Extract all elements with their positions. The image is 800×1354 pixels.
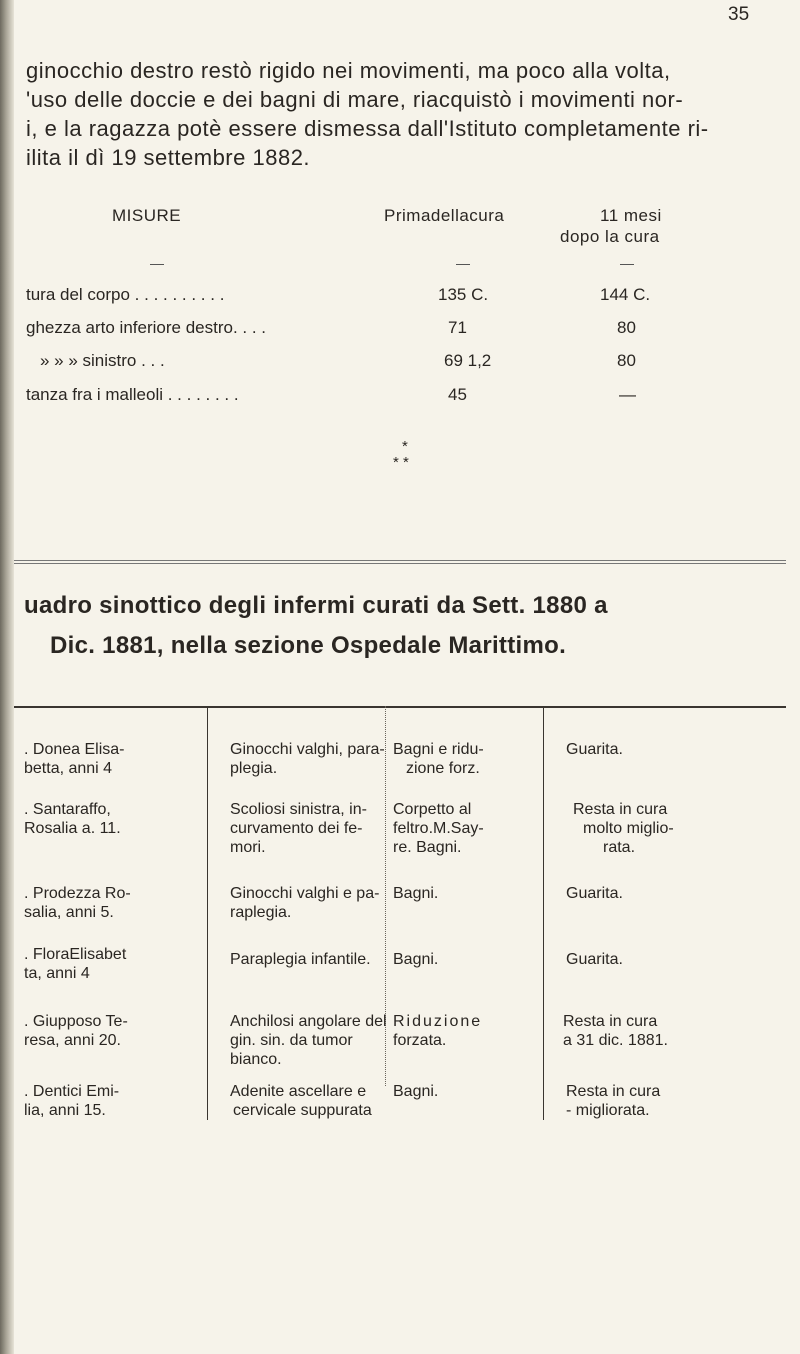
separator-asterisk: * xyxy=(402,438,408,455)
diagnosis: Anchilosi angolare del xyxy=(230,1013,387,1030)
diagnosis: cervicale suppurata xyxy=(233,1102,372,1119)
measure-after: 80 xyxy=(617,351,636,370)
patient-name: . Prodezza Ro- xyxy=(24,885,131,902)
treatment: forzata. xyxy=(393,1032,447,1049)
patient-name: Rosalia a. 11. xyxy=(24,820,121,837)
patient-name: . FloraElisabet xyxy=(24,946,127,963)
patient-name: . Santaraffo, xyxy=(24,801,111,818)
measure-after: — xyxy=(619,385,636,404)
measure-label: » » » sinistro . . . xyxy=(40,351,165,370)
treatment: Bagni. xyxy=(393,885,439,902)
double-rule xyxy=(14,560,786,564)
column-divider xyxy=(543,706,544,1120)
outcome: Guarita. xyxy=(566,885,623,902)
after-header-line2: dopo la cura xyxy=(560,227,660,246)
diagnosis: curvamento dei fe- xyxy=(230,820,363,837)
column-divider xyxy=(207,706,208,1120)
header-dash xyxy=(456,264,470,265)
patient-name: betta, anni 4 xyxy=(24,760,113,777)
measure-label: ghezza arto inferiore destro. . . . xyxy=(26,318,267,337)
patient-name: . Dentici Emi- xyxy=(24,1083,120,1100)
paragraph-line: ginocchio destro restò rigido nei movimenti, ma poco alla volta, xyxy=(26,58,671,83)
treatment: Bagni. xyxy=(393,1083,439,1100)
heading-line-2: Dic. 1881, nella sezione Ospedale Marittimo. xyxy=(50,632,567,659)
measure-before: 45 xyxy=(448,385,467,404)
outcome: Guarita. xyxy=(566,951,623,968)
paragraph-line: i, e la ragazza potè essere dismessa dall'Istituto completamente ri- xyxy=(26,116,709,141)
header-dash xyxy=(150,264,164,265)
heading-line-1: uadro sinottico degli infermi curati da Sett. 1880 a xyxy=(24,592,608,619)
outcome: rata. xyxy=(603,839,636,856)
treatment: zione forz. xyxy=(406,760,480,777)
before-header: Primadellacura xyxy=(384,206,505,225)
measure-before: 135 C. xyxy=(438,285,489,304)
diagnosis: plegia. xyxy=(230,760,278,777)
paragraph-line: ilita il dì 19 settembre 1882. xyxy=(26,145,311,170)
diagnosis: bianco. xyxy=(230,1051,282,1068)
treatment: Bagni e ridu- xyxy=(393,741,484,758)
measure-before: 71 xyxy=(448,318,467,337)
diagnosis: raplegia. xyxy=(230,904,292,921)
treatment: Riduzione xyxy=(393,1013,483,1030)
treatment: Bagni. xyxy=(393,951,439,968)
measure-before: 69 1,2 xyxy=(444,351,492,370)
outcome: Guarita. xyxy=(566,741,623,758)
diagnosis: Ginocchi valghi e pa- xyxy=(230,885,380,902)
measure-after: 144 C. xyxy=(600,285,651,304)
header-dash xyxy=(620,264,634,265)
outcome: - migliorata. xyxy=(566,1102,650,1119)
measures-header: MISURE xyxy=(112,206,182,225)
measure-label: tanza fra i malleoli . . . . . . . . xyxy=(26,385,239,404)
diagnosis: Adenite ascellare e xyxy=(230,1083,367,1100)
measure-after: 80 xyxy=(617,318,636,337)
outcome: Resta in cura xyxy=(573,801,668,818)
outcome: Resta in cura xyxy=(566,1083,661,1100)
patient-name: lia, anni 15. xyxy=(24,1102,106,1119)
diagnosis: Ginocchi valghi, para- xyxy=(230,741,385,758)
diagnosis: gin. sin. da tumor xyxy=(230,1032,353,1049)
paragraph-line: 'uso delle doccie e dei bagni di mare, riacquistò i movimenti nor- xyxy=(26,87,684,112)
diagnosis: Scoliosi sinistra, in- xyxy=(230,801,367,818)
diagnosis: mori. xyxy=(230,839,266,856)
patient-name: ta, anni 4 xyxy=(24,965,90,982)
page-gutter-shadow xyxy=(0,0,14,1354)
after-header-line1: 11 mesi xyxy=(600,206,662,225)
measure-label: tura del corpo . . . . . . . . . . xyxy=(26,285,225,304)
treatment: feltro.M.Say- xyxy=(393,820,484,837)
patient-name: salia, anni 5. xyxy=(24,904,114,921)
patient-name: resa, anni 20. xyxy=(24,1032,121,1049)
treatment: Corpetto al xyxy=(393,801,472,818)
treatment: re. Bagni. xyxy=(393,839,462,856)
outcome: Resta in cura xyxy=(563,1013,658,1030)
patient-name: . Donea Elisa- xyxy=(24,741,125,758)
patient-name: . Giupposo Te- xyxy=(24,1013,128,1030)
outcome: a 31 dic. 1881. xyxy=(563,1032,668,1049)
page-number: 35 xyxy=(728,4,750,25)
diagnosis: Paraplegia infantile. xyxy=(230,951,371,968)
outcome: molto miglio- xyxy=(583,820,674,837)
table-top-rule xyxy=(14,706,786,708)
separator-asterisks: * * xyxy=(393,454,409,471)
